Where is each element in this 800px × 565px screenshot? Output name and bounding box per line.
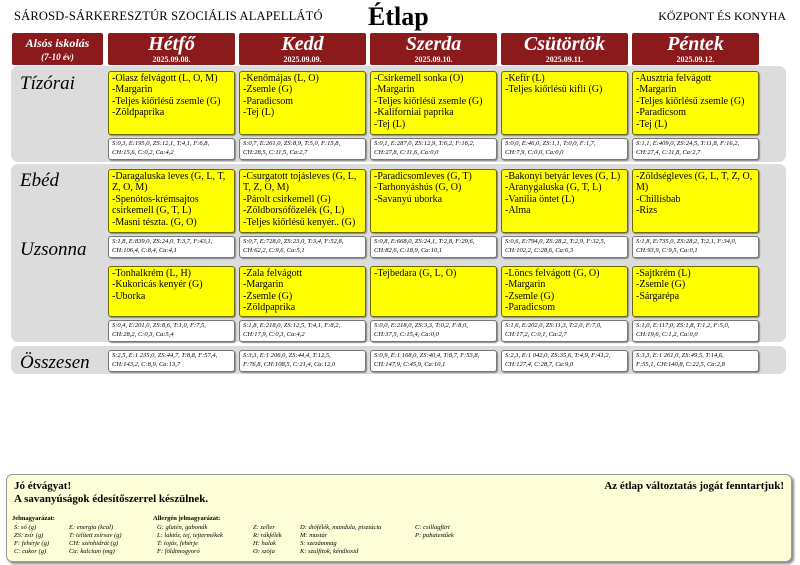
menu-item: -Tej (L)	[636, 118, 668, 130]
menu-item: -Margarin	[243, 279, 284, 291]
nutrition-line: S:0,4, E:201,0, ZS:8,6, T:1,0, F:7,5,	[112, 322, 206, 329]
menu-item: M)	[636, 182, 649, 194]
nutrition-line: S:1,8, E:218,0, ZS:12,5, T:4,1, F:8,2,	[243, 322, 341, 329]
menu-item: -Margarin	[505, 279, 546, 291]
menu-item: -Alma	[505, 205, 531, 217]
nutrition-line: CH:19,6, C:1,2, Ca:0,0	[636, 330, 698, 338]
nutrition-line: CH:143,2, C:8,9, Ca:13,7	[112, 360, 181, 368]
legend-col	[14, 524, 49, 556]
menu-item: csirkemell (G, T, L)	[112, 205, 192, 217]
nutrition-box	[632, 236, 759, 258]
nutrition-line: S:1,6, E:202,0, ZS:11,3, T:2,0, F:7,0,	[505, 322, 602, 329]
nutrition-box	[501, 236, 628, 258]
menu-item: -Bakonyi betyár leves (G, L)	[505, 171, 621, 182]
nutrition-line: S:0,0, E:46,0, ZS:1,1, T:0,0, F:1,7,	[505, 140, 596, 147]
menu-box	[501, 169, 628, 233]
nutrition-line: S:0,3, E:195,0, ZS:12,1, T:4,1, F:6,8,	[112, 140, 210, 147]
nutrition-line: S:0,9, E:1 168,0, ZS:40,4, T:8,7, F:53,8,	[374, 352, 480, 359]
nutrition-line: CH:147,9, C:45,9, Ca:10,1	[374, 360, 446, 368]
legend-item: S: só (g)	[14, 524, 37, 531]
menu-item: -Teljes kiőrlésű kenyér.. (G)	[243, 216, 356, 228]
menu-box	[239, 169, 366, 233]
menu-item: -Tej (L)	[243, 107, 275, 119]
nutrition-line: CH:127,4, C:28,7, Ca:9,0	[505, 360, 574, 368]
nutrition-line: S:0,6, E:794,0, ZS:28,2, T:2,9, F:32,5,	[505, 238, 606, 245]
menu-item: Z, O, M)	[112, 182, 148, 194]
day-date: 2025.09.10.	[414, 55, 453, 64]
allergen-item: G: glutén, gabonák	[157, 524, 208, 531]
nutrition-line: CH:102,2, C:28,6, Ca:6,3	[505, 246, 574, 254]
menu-item: -Teljes kiőrlésű kifli (G)	[505, 84, 603, 96]
total-nutrition-box	[370, 350, 497, 372]
meal-label-uzsonna: Uzsonna	[20, 239, 87, 260]
day-name: Szerda	[405, 33, 462, 55]
nutrition-line: CH:106,4, C:8,4, Ca:4,1	[112, 246, 177, 254]
total-nutrition-box	[108, 350, 235, 372]
menu-item: -Margarin	[374, 84, 415, 96]
menu-item: -Daragaluska leves (G, L, T,	[112, 171, 226, 182]
nutrition-line: CH:7,9, C:0,0, Ca:0,0	[505, 148, 564, 156]
menu-item: -Csurgatott tojásleves (G, L,	[243, 171, 357, 182]
menu-box	[239, 71, 366, 135]
total-nutrition-box	[501, 350, 628, 372]
menu-item: -Rizs	[636, 205, 658, 217]
menu-item: -Zöldpaprika	[243, 302, 296, 314]
menu-box	[239, 266, 366, 317]
menu-item: -Zsemle (G)	[636, 279, 686, 291]
footer-wish: Jó étvágyat!	[14, 480, 72, 492]
allergen-item: S: szezámmag	[300, 540, 337, 547]
menu-item: -Sárgarépa	[636, 290, 680, 302]
menu-item: -Zöldborsófőzelék (G, L)	[243, 205, 345, 217]
footer-panel	[6, 474, 792, 562]
menu-item: -Zsemle (G)	[243, 290, 293, 302]
nutrition-box	[370, 138, 497, 160]
nutrition-line: CH:62,2, C:9,6, Ca:5,1	[243, 246, 305, 254]
meal-label-ebed: Ebéd	[20, 170, 60, 191]
menu-box	[370, 266, 497, 317]
legend-item: CH: szénhidrát (g)	[69, 540, 119, 547]
menu-item: -Aranygaluska (G, T, L)	[505, 182, 602, 194]
menu-box	[370, 71, 497, 135]
day-name: Péntek	[667, 33, 724, 55]
legend-item: Ca: kalcium (mg)	[69, 548, 115, 555]
menu-item: -Tonhalkrém (L, H)	[112, 268, 191, 279]
nutrition-line: S:2,3, E:1 042,0, ZS:35,6, T:4,9, F:41,2,	[505, 352, 611, 359]
day-header	[370, 33, 497, 65]
nutrition-line: S:0,1, E:287,0, ZS:12,9, T:6,2, F:16,2,	[374, 140, 475, 147]
allergen-col	[253, 524, 282, 556]
nutrition-line: S:1,8, E:839,0, ZS:24,0, T:3,7, F:43,1,	[112, 238, 213, 245]
allergen-item: D: diófélék, mandula, pisztácia	[300, 524, 382, 531]
nutrition-line: S:2,5, E:1 235,0, ZS:44,7, T:8,8, F:57,4,	[112, 352, 218, 359]
menu-item: -Tarhonyáshús (G, O)	[374, 182, 462, 194]
menu-box	[501, 266, 628, 317]
nutrition-line: S:0,8, E:668,0, ZS:24,1, T:2,8, F:29,6,	[374, 238, 475, 245]
menu-item: -Zsemle (G)	[505, 290, 555, 302]
allergen-item: T: tojás, fehérje	[157, 540, 198, 547]
menu-item: -Savanyú uborka	[374, 193, 443, 205]
allergen-item: K: szulfitok, kéndioxid	[300, 548, 359, 555]
nutrition-line: CH:28,2, C:0,3, Ca:5,4	[112, 330, 174, 338]
nutrition-line: CH:82,6, C:18,9, Ca:10,1	[374, 246, 443, 254]
menu-item: -Chillisbab	[636, 193, 681, 205]
menu-item: -Olasz felvágott (L, O, M)	[112, 73, 218, 84]
menu-item: -Paradicsom	[243, 95, 293, 107]
nutrition-box	[370, 236, 497, 258]
nutrition-box	[501, 320, 628, 342]
legend-col	[69, 524, 122, 556]
menu-item: -Teljes kiőrlésű zsemle (G)	[374, 95, 483, 107]
menu-item: -Zsemle (G)	[243, 84, 293, 96]
kitchen-name: KÖZPONT ÉS KONYHA	[658, 9, 786, 23]
nutrition-line: CH:17,9, C:0,3, Ca:4,2	[243, 330, 305, 338]
menu-item: -Ausztria felvágott	[636, 73, 712, 84]
nutrition-line: S:1,8, E:735,0, ZS:28,2, T:2,1, F:34,0,	[636, 238, 737, 245]
menu-item: -Löncs felvágott (G, O)	[505, 268, 600, 279]
allergen-col	[415, 524, 454, 540]
nutrition-line: S:0,7, E:728,0, ZS:23,0, T:3,4, F:52,8,	[243, 238, 344, 245]
nutrition-line: S:3,3, E:1 206,0, ZS:44,4, T:12,5,	[243, 352, 331, 359]
meal-label-tizorai: Tízórai	[20, 73, 75, 94]
allergen-title: Allergén jelmagyarázat:	[153, 515, 221, 522]
menu-item: -Csirkemell sonka (O)	[374, 73, 464, 84]
nutrition-line: CH:28,5, C:11,5, Ca:2,7	[243, 148, 308, 156]
menu-box	[632, 71, 759, 135]
nutrition-line: S:3,3, E:1 261,0, ZS:49,5, T:14,6,	[636, 352, 724, 359]
nutrition-line: S:1,0, E:117,0, ZS:1,8, T:1,2, F:5,0,	[636, 322, 730, 329]
menu-box	[108, 169, 235, 233]
menu-box	[108, 71, 235, 135]
nutrition-box	[108, 138, 235, 160]
menu-item: -Kukoricás kenyér (G)	[112, 279, 203, 291]
total-nutrition-box	[239, 350, 366, 372]
day-name: Kedd	[281, 33, 324, 55]
menu-item: -Zöldségleves (G, L, T, Z, O,	[636, 171, 753, 182]
footer-reserve: Az étlap változtatás jogát fenntartjuk!	[604, 480, 784, 492]
nutrition-box	[108, 320, 235, 342]
menu-item: -Paradicsom	[505, 302, 555, 314]
nutrition-box	[370, 320, 497, 342]
menu-item: -Vanília öntet (L)	[505, 193, 575, 205]
menu-item: -Spenótos-krémsajtos	[112, 193, 199, 205]
nutrition-box	[239, 138, 366, 160]
nutrition-line: F:55,1, CH:140,8, C:22,5, Ca:2,8	[636, 360, 725, 368]
nutrition-line: F:76,8, CH:108,5, C:21,4, Ca:12,0	[243, 360, 336, 368]
legend-item: F: fehérje (g)	[14, 540, 50, 547]
menu-item: -Masni tészta. (G, O)	[112, 216, 197, 228]
day-name: Hétfő	[148, 33, 195, 55]
menu-box	[632, 266, 759, 317]
menu-box	[501, 71, 628, 135]
menu-item: -Margarin	[112, 84, 153, 96]
page-title: Étlap	[368, 2, 429, 31]
meal-label-osszesen: Összesen	[20, 352, 90, 373]
menu-box	[108, 266, 235, 317]
menu-item: -Kenőmájas (L, O)	[243, 73, 319, 84]
allergen-item: F: földimogyoró	[157, 548, 200, 555]
allergen-item: H: halak	[253, 540, 276, 547]
allergen-item: L: laktóz, tej, tejtermékek	[157, 532, 223, 539]
org-name: SÁROSD-SÁRKERESZTÚR SZOCIÁLIS ALAPELLÁTÓ	[14, 9, 323, 23]
nutrition-line: CH:27,4, C:11,8, Ca:2,7	[636, 148, 701, 156]
legend-item: E: energia (kcal)	[69, 524, 114, 531]
nutrition-line: CH:93,9, C:9,5, Ca:0,1	[636, 246, 698, 254]
day-date: 2025.09.11.	[545, 55, 584, 64]
day-date: 2025.09.09.	[283, 55, 322, 64]
legend-item: C: cukor (g)	[14, 548, 47, 555]
menu-item: -Paradicsom	[636, 107, 686, 119]
nutrition-box	[501, 138, 628, 160]
school-header	[12, 33, 103, 65]
menu-item: -Kefír (L)	[505, 73, 545, 84]
total-nutrition-box	[632, 350, 759, 372]
allergen-item: P: puhatestűek	[415, 532, 454, 539]
nutrition-line: CH:27,8, C:11,6, Ca:0,0	[374, 148, 439, 156]
day-name: Csütörtök	[523, 33, 606, 55]
nutrition-line: CH:37,5, C:15,4, Ca:0,0	[374, 330, 439, 338]
legend-item: ZS: zsír (g)	[14, 532, 44, 539]
allergen-item: R: rákfélék	[253, 532, 282, 539]
day-header	[501, 33, 628, 65]
day-date: 2025.09.08.	[152, 55, 191, 64]
nutrition-box	[239, 236, 366, 258]
legend-item: T: telített zsírsav (g)	[69, 532, 122, 539]
allergen-col	[157, 524, 223, 556]
day-date: 2025.09.12.	[676, 55, 715, 64]
day-header	[108, 33, 235, 65]
nutrition-box	[239, 320, 366, 342]
nutrition-line: S:1,1, E:409,0, ZS:24,5, T:11,8, F:16,2,	[636, 140, 740, 147]
allergen-col	[300, 524, 381, 556]
nutrition-box	[108, 236, 235, 258]
menu-item: T, Z, O, M)	[243, 182, 289, 194]
day-header	[632, 33, 759, 65]
legend-title: Jelmagyarázat:	[12, 515, 55, 522]
menu-item: -Paradicsomleves (G, T)	[374, 171, 472, 182]
school-age: (7-10 év)	[41, 52, 74, 62]
menu-item: -Párolt csirkemell (G)	[243, 193, 331, 205]
menu-item: -Kaliforniai paprika	[374, 107, 454, 119]
school-name: Alsós iskolás	[25, 36, 90, 50]
footer-note: A savanyúságok édesítőszerrel készülnek.	[14, 493, 209, 505]
allergen-item: Z: zeller	[253, 524, 275, 531]
menu-item: -Teljes kiőrlésű zsemle (G)	[636, 95, 745, 107]
allergen-item: M: mustár	[300, 532, 328, 539]
menu-item: -Uborka	[112, 290, 146, 302]
nutrition-line: CH:17,2, C:0,1, Ca:2,7	[505, 330, 567, 338]
menu-item: -Zala felvágott	[243, 268, 303, 279]
menu-box	[370, 169, 497, 233]
allergen-item: C: csillagfürt	[415, 524, 450, 531]
menu-item: -Tej (L)	[374, 118, 406, 130]
menu-item: -Sajtkrém (L)	[636, 268, 691, 279]
menu-item: -Margarin	[636, 84, 677, 96]
nutrition-box	[632, 320, 759, 342]
allergen-item: O: szója	[253, 548, 275, 555]
menu-box	[632, 169, 759, 233]
nutrition-line: S:0,0, E:218,0, ZS:3,3, T:0,2, F:8,0,	[374, 322, 468, 329]
nutrition-line: CH:15,6, C:0,2, Ca:4,2	[112, 148, 174, 156]
day-header	[239, 33, 366, 65]
menu-item: -Zöldpaprika	[112, 107, 165, 119]
menu-item: -Tejbedara (G, L, O)	[374, 268, 457, 279]
nutrition-line: S:0,7, E:261,0, ZS:8,9, T:5,0, F:15,8,	[243, 140, 341, 147]
menu-item: -Teljes kiőrlésű zsemle (G)	[112, 95, 221, 107]
nutrition-box	[632, 138, 759, 160]
